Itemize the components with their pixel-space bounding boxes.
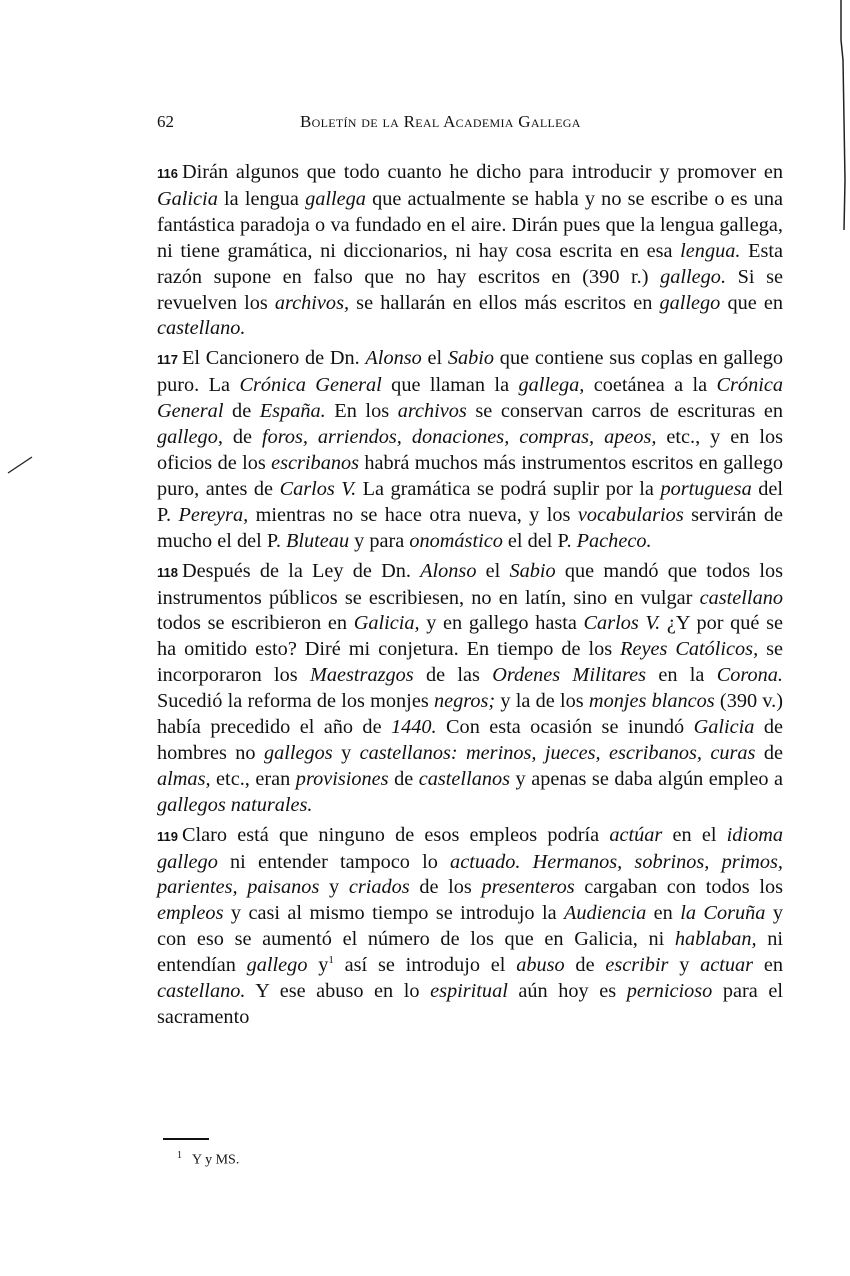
- italic-run: gallega: [305, 187, 366, 210]
- italic-run: Galicia: [693, 716, 755, 739]
- italic-run: criados: [348, 876, 410, 899]
- italic-run: almas,: [157, 767, 211, 790]
- text-run: Claro está que ninguno de esos empleos podría: [181, 823, 610, 846]
- text-run: Con esta ocasión se inundó: [436, 716, 694, 739]
- italic-run: pernicioso: [626, 980, 713, 1003]
- text-run: en el: [662, 823, 727, 846]
- text-run: del P.: [157, 477, 783, 526]
- paragraph-text: [157, 347, 783, 551]
- text-run: y la de los: [495, 690, 589, 713]
- italic-run: Audiencia: [564, 902, 647, 925]
- text-run: ni entender tampoco lo: [217, 850, 451, 873]
- paragraph-number: 118: [157, 564, 178, 580]
- text-run: así se introdujo el: [333, 954, 517, 977]
- italic-run: Galicia,: [353, 612, 420, 635]
- text-run: aún hoy es: [507, 980, 627, 1003]
- italic-run: castellanos: merinos, jueces, escribanos, curas: [359, 741, 756, 764]
- text-run: de: [755, 741, 783, 764]
- italic-run: negros;: [433, 690, 496, 713]
- italic-run: archivos: [397, 400, 467, 423]
- text-run: y casi al mismo tiempo se introdujo la: [223, 902, 564, 925]
- italic-run: Galicia: [157, 187, 218, 210]
- italic-run: castellano.: [157, 980, 246, 1003]
- text-run: coetánea a la: [584, 374, 717, 397]
- italic-run: Bluteau: [286, 529, 350, 552]
- italic-run: la Coruña: [680, 902, 766, 925]
- italic-run: castellano: [699, 586, 783, 609]
- text-run: y en gallego hasta: [419, 612, 584, 635]
- text-run: servirán de mucho el del P.: [157, 503, 783, 552]
- italic-run: presenteros: [481, 876, 575, 899]
- text-run: y: [319, 876, 349, 899]
- text-run: Esta razón supone en falso que no hay escritos en (390 r.): [157, 239, 784, 288]
- text-run: y apenas se daba algún empleo a: [510, 767, 783, 790]
- italic-run: gallego: [246, 954, 308, 977]
- text-run: de los: [409, 876, 482, 899]
- journal-title: Boletín de la Real Academia Gallega: [300, 112, 581, 131]
- text-run: Y ese abuso en lo: [245, 980, 431, 1003]
- text-run: y: [668, 954, 701, 977]
- text-run: se hallarán en ellos más escritos en: [349, 291, 660, 314]
- text-run: El Cancionero de Dn.: [181, 347, 366, 370]
- text-run: en la: [646, 664, 717, 687]
- margin-pencil-mark: [0, 440, 40, 480]
- italic-run: onomástico: [409, 529, 503, 552]
- text-run: En los: [325, 400, 398, 423]
- italic-run: archivos,: [274, 291, 350, 314]
- paragraph-117: [157, 346, 783, 554]
- footnote-rule: [163, 1138, 209, 1140]
- text-run: que contiene sus coplas en gallego puro. La: [157, 347, 784, 397]
- italic-run: Alonso: [365, 347, 422, 370]
- running-head: [157, 112, 783, 134]
- italic-run: actuar: [700, 954, 754, 977]
- text-run: cargaban con todos los: [574, 876, 784, 899]
- italic-run: Alonso: [420, 559, 477, 582]
- text-run: Sucedió la reforma de los monjes: [157, 690, 434, 713]
- paragraph-text: [157, 161, 783, 339]
- paragraph-number: 119: [157, 828, 178, 844]
- text-run: la lengua: [217, 187, 306, 210]
- italic-run: lengua.: [680, 239, 741, 262]
- page-number: 62: [157, 112, 174, 131]
- paragraph-119: [157, 823, 783, 1031]
- italic-run: monjes blancos: [588, 690, 715, 713]
- italic-run: actuado. Hermanos, sobrinos, primos, parientes, paisanos: [157, 850, 783, 899]
- text-run: el: [476, 559, 510, 582]
- italic-run: Pacheco.: [576, 529, 652, 552]
- italic-run: foros, arriendos, donaciones, compras, apeos,: [261, 426, 657, 449]
- italic-run: Reyes Católicos,: [620, 638, 759, 661]
- text-run: y: [332, 741, 360, 764]
- text-run: ¿Y por qué se ha omitido esto? Diré mi conjetura. En tiempo de los: [157, 612, 783, 661]
- text-run: etc., y en los oficios de los: [157, 426, 783, 474]
- italic-run: Pereyra,: [178, 503, 249, 526]
- italic-run: Carlos V.: [583, 612, 661, 635]
- text-run: Si se revuelven los: [157, 265, 783, 314]
- italic-run: gallego,: [157, 426, 223, 449]
- italic-run: Corona.: [716, 664, 783, 687]
- text-run: en: [753, 954, 783, 977]
- text-run: y con eso se aumentó el número de los que en Galicia, ni: [157, 902, 783, 951]
- text-run: de: [564, 954, 606, 977]
- paragraph-number: 117: [157, 352, 178, 368]
- italic-run: Maestrazgos: [309, 664, 414, 687]
- italic-run: Carlos V.: [279, 477, 357, 500]
- italic-run: hablaban,: [674, 928, 757, 951]
- text-run: que en: [720, 291, 783, 314]
- italic-run: espiritual: [430, 980, 508, 1003]
- paragraph-118: [157, 559, 783, 819]
- text-run: mientras no se hace otra nueva, y los: [248, 503, 578, 526]
- text-run: y: [307, 954, 329, 977]
- footnote: [177, 1150, 239, 1169]
- italic-run: Crónica General: [157, 374, 783, 423]
- text-run: La gramática se podrá suplir por la: [356, 477, 661, 500]
- italic-run: gallego: [659, 291, 721, 314]
- italic-run: escribanos: [271, 451, 360, 474]
- footnote-marker: 1: [177, 1150, 182, 1161]
- text-run: en: [646, 902, 681, 925]
- italic-run: gallego.: [660, 265, 727, 288]
- italic-run: Ordenes Militares: [492, 664, 647, 687]
- italic-run: Sabio: [447, 347, 495, 370]
- italic-run: actúar: [609, 823, 663, 846]
- paragraph-116: [157, 160, 783, 342]
- paragraph-text: [157, 560, 783, 816]
- italic-run: castellano.: [157, 317, 246, 340]
- text-run: ni entendían: [157, 928, 783, 977]
- scan-edge-mark: [838, 0, 850, 240]
- italic-run: castellanos: [418, 767, 511, 790]
- text-run: de: [388, 767, 419, 790]
- footnote-text: Y y MS.: [192, 1152, 240, 1168]
- text-run: el del P.: [502, 529, 577, 552]
- text-run: (390 v.) había precedido el año de: [157, 690, 783, 739]
- text-run: de: [223, 400, 260, 423]
- text-run: Dirán algunos que todo cuanto he dicho para introducir y promover en: [181, 161, 783, 183]
- italic-run: portuguesa: [660, 477, 752, 500]
- italic-run: idioma gallego: [157, 823, 783, 873]
- text-run: y para: [349, 529, 410, 552]
- italic-run: empleos: [157, 902, 224, 925]
- italic-run: Sabio: [509, 559, 556, 582]
- footnote-reference: 1: [328, 954, 334, 967]
- paragraph-text: [157, 824, 783, 1028]
- text-run: que llaman la: [381, 374, 519, 397]
- text-run: el: [421, 347, 448, 370]
- text-run: etc., eran: [210, 767, 296, 790]
- italic-run: vocabularios: [577, 503, 684, 526]
- text-run: para el sacramento: [157, 980, 783, 1028]
- italic-run: provisiones: [295, 767, 389, 790]
- text-run: se conservan carros de escrituras en: [466, 400, 783, 423]
- body-text: [157, 160, 783, 1035]
- italic-run: escribir: [605, 954, 669, 977]
- italic-run: España.: [259, 400, 326, 423]
- text-run: de: [222, 426, 262, 449]
- text-run: habrá muchos más instrumentos escritos en gallego puro, antes de: [157, 451, 783, 500]
- italic-run: gallega,: [518, 374, 585, 397]
- text-run: se incorporaron los: [157, 638, 783, 687]
- italic-run: Crónica General: [239, 374, 382, 397]
- text-run: que mandó que todos los instrumentos públicos se escribiesen, no en latín, sino en vulgar: [157, 559, 783, 609]
- italic-run: abuso: [516, 954, 565, 977]
- italic-run: gallegos naturales.: [157, 793, 313, 816]
- italic-run: gallegos: [263, 741, 333, 764]
- italic-run: 1440.: [390, 716, 437, 739]
- text-run: todos se escribieron en: [157, 612, 354, 635]
- text-run: que actualmente se habla y no se escribe o es una fantástica paradoja o va fundado en el aire. Dirán pues que la lengua gallega, ni tiene gramática, ni diccionarios, ni hay cosa escrita en esa: [157, 187, 783, 262]
- text-run: de las: [413, 664, 493, 687]
- text-run: Después de la Ley de Dn.: [181, 559, 421, 582]
- paragraph-number: 116: [157, 166, 178, 181]
- text-run: de hombres no: [157, 716, 784, 764]
